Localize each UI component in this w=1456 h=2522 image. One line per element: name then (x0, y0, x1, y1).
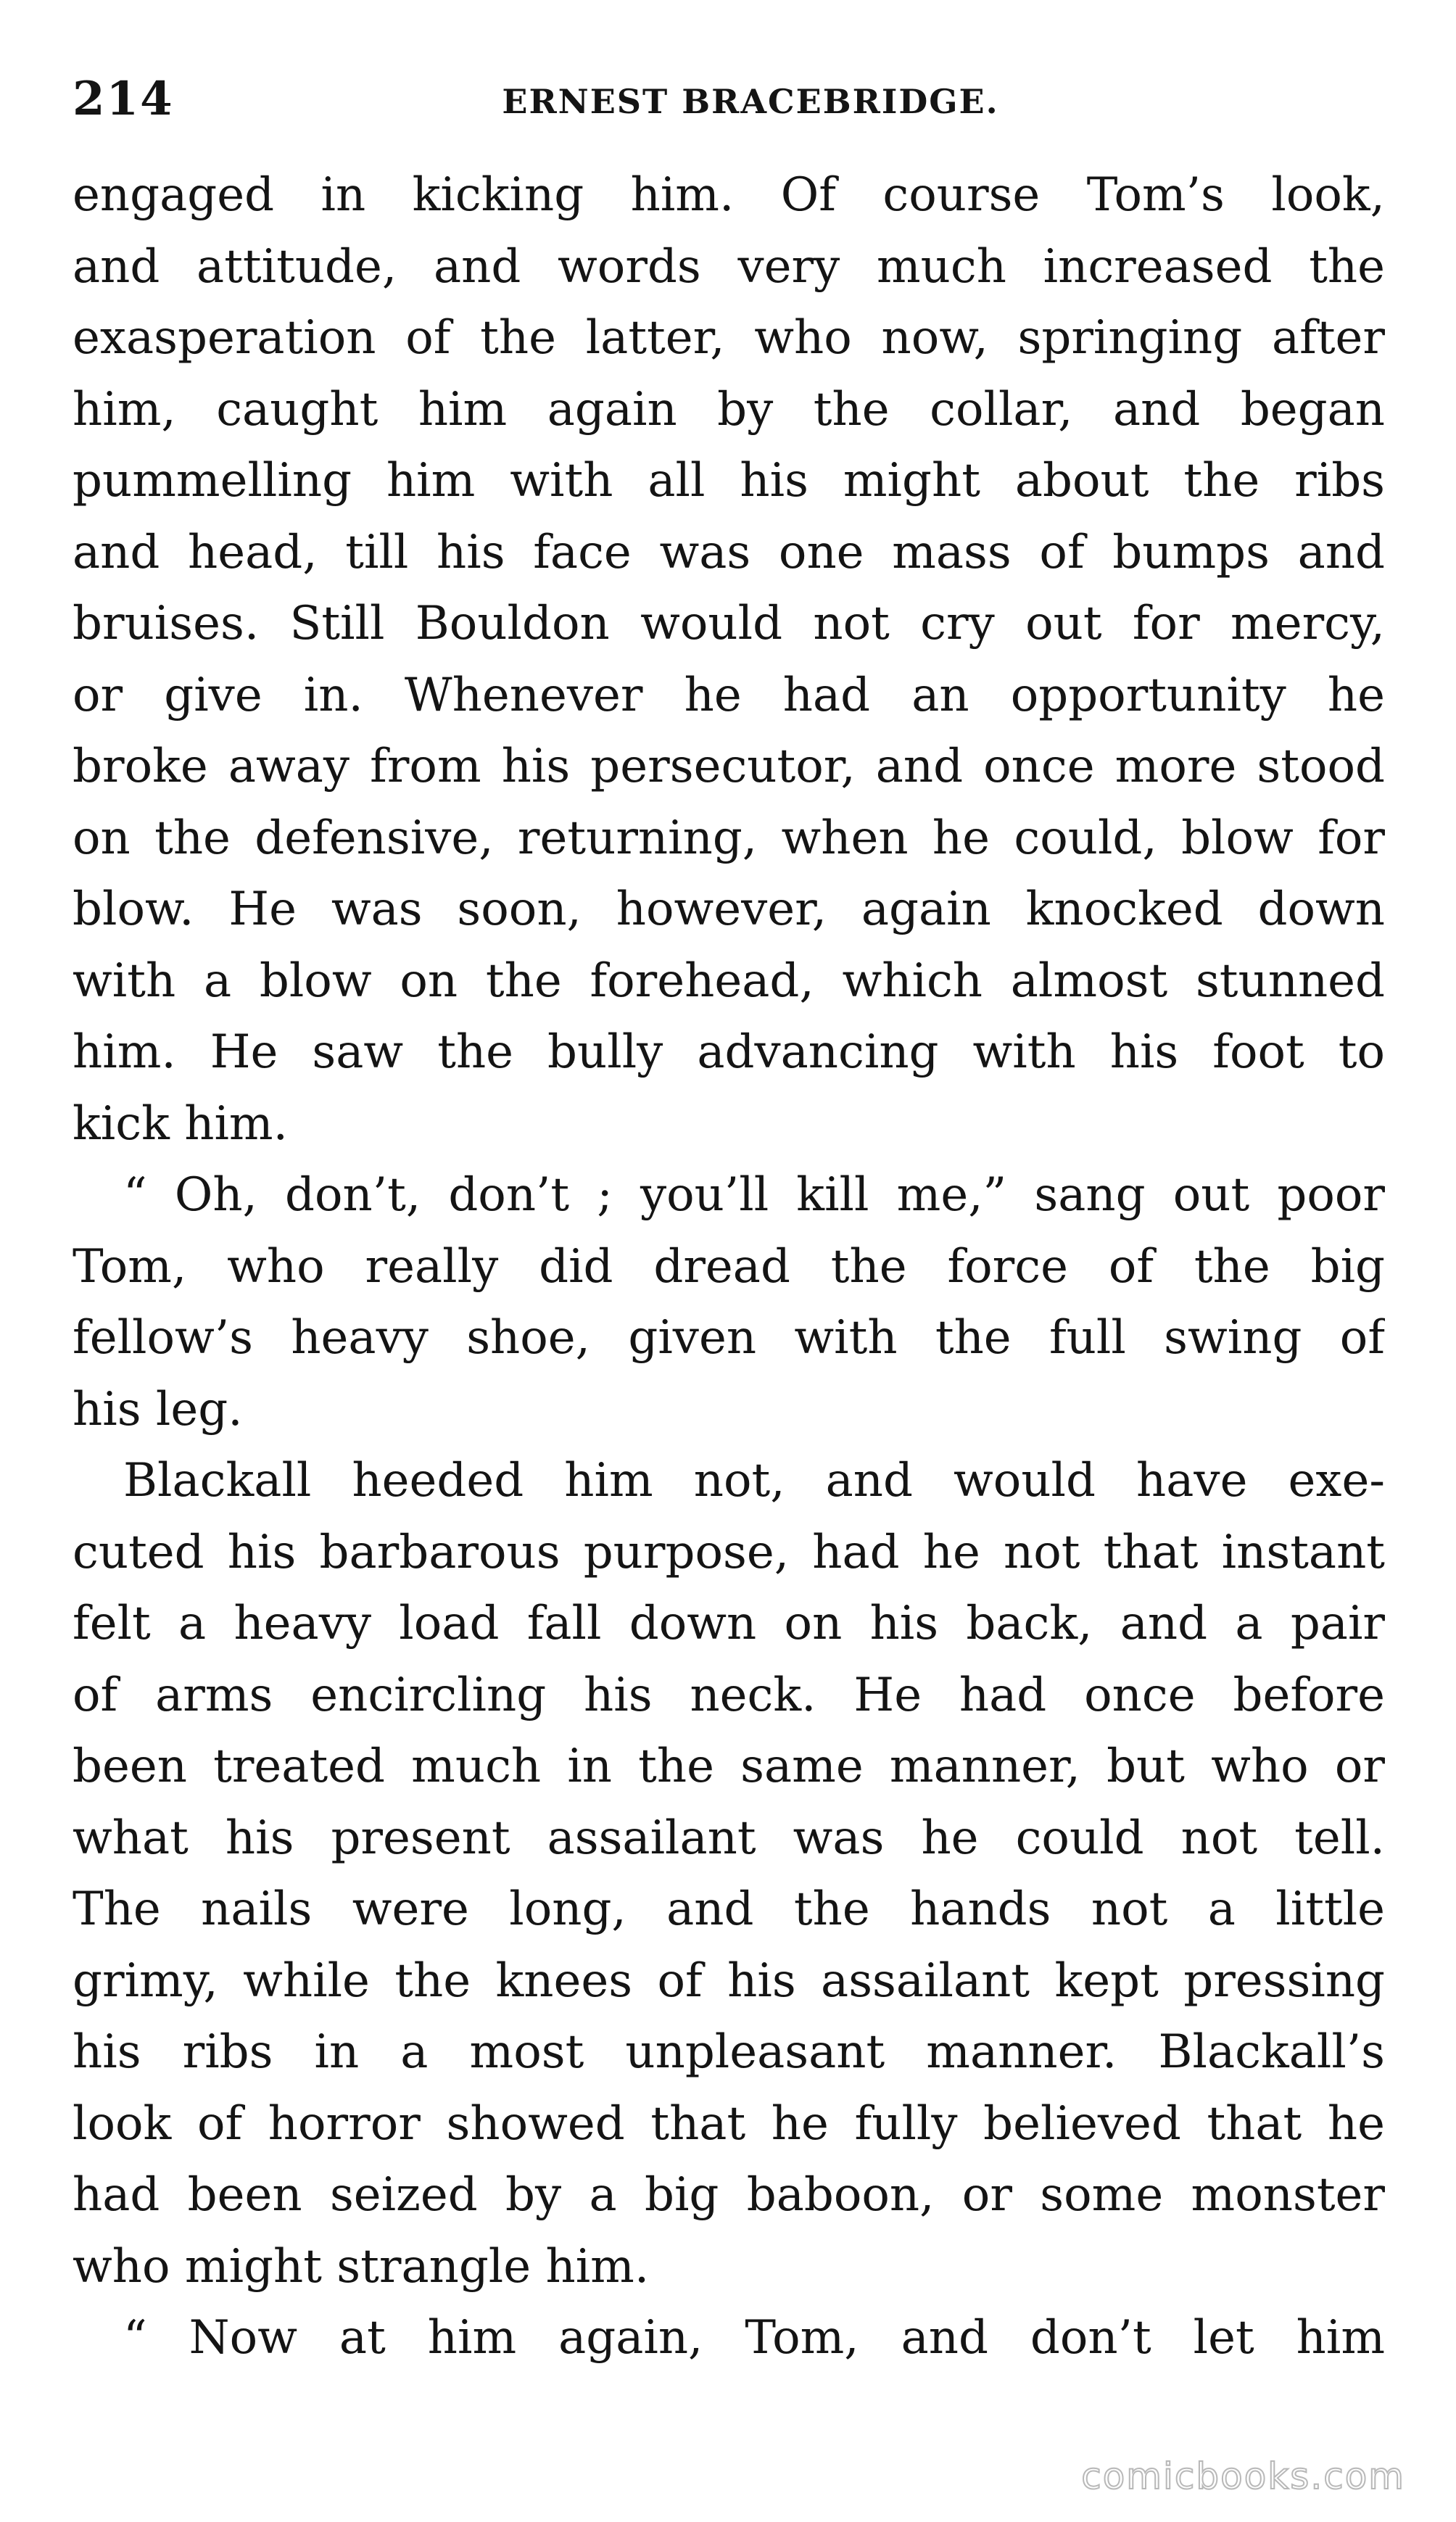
text-line: been treated much in the same manner, but who or (73, 1740, 1385, 1793)
text-line: who might strangle him. (73, 2239, 650, 2294)
text-line: fellow’s heavy shoe, given with the full swing of (73, 1311, 1385, 1365)
text-line: felt a heavy load fall down on his back, and a pair (73, 1597, 1385, 1650)
text-line: and head, till his face was one mass of bumps and (73, 525, 1385, 579)
text-line: bruises. Still Bouldon would not cry out for mercy, (73, 597, 1385, 650)
text-line: had been seized by a big baboon, or some monster (73, 2168, 1385, 2222)
text-line: his ribs in a most unpleasant manner. Blackall’s (73, 2025, 1385, 2079)
text-line: exasperation of the latter, who now, springing after (73, 311, 1385, 365)
text-line: The nails were long, and the hands not a little (73, 1882, 1385, 1936)
text-line: kick him. (73, 1096, 288, 1151)
text-line: Tom, who really did dread the force of the big (73, 1239, 1385, 1294)
text-line: pummelling him with all his might about the ribs (73, 454, 1385, 508)
text-line: of arms encircling his neck. He had once before (73, 1668, 1385, 1722)
text-line: him, caught him again by the collar, and began (73, 382, 1385, 437)
text-line: on the defensive, returning, when he could, blow for (73, 811, 1385, 865)
text-line: Blackall heeded him not, and would have exe- (123, 1454, 1385, 1508)
text-line: “ Now at him again, Tom, and don’t let him (123, 2311, 1385, 2365)
text-line: broke away from his persecutor, and once more stood (73, 740, 1385, 793)
text-line: “ Oh, don’t, don’t ; you’ll kill me,” sang out poor (123, 1168, 1385, 1222)
running-title: ERNEST BRACEBRIDGE. (502, 82, 999, 121)
text-line: engaged in kicking him. Of course Tom’s look, (73, 168, 1385, 222)
text-line: look of horror showed that he fully believed that he (73, 2096, 1385, 2151)
text-line: grimy, while the knees of his assailant kept pressing (73, 1953, 1385, 2008)
body-text (73, 160, 1385, 2374)
page-number: 214 (73, 72, 174, 126)
text-line: blow. He was soon, however, again knocked down (73, 882, 1385, 936)
watermark: comicbooks.com (1081, 2455, 1405, 2497)
text-line: or give in. Whenever he had an opportunity he (73, 668, 1385, 722)
text-line: his leg. (73, 1382, 243, 1436)
text-line: him. He saw the bully advancing with his foot to (73, 1025, 1385, 1079)
running-head (73, 67, 1385, 132)
text-line: what his present assailant was he could not tell. (73, 1811, 1385, 1865)
text-line: cuted his barbarous purpose, had he not that instant (73, 1525, 1385, 1579)
text-line: and attitude, and words very much increased the (73, 239, 1385, 294)
text-line: with a blow on the forehead, which almost stunned (73, 954, 1385, 1008)
